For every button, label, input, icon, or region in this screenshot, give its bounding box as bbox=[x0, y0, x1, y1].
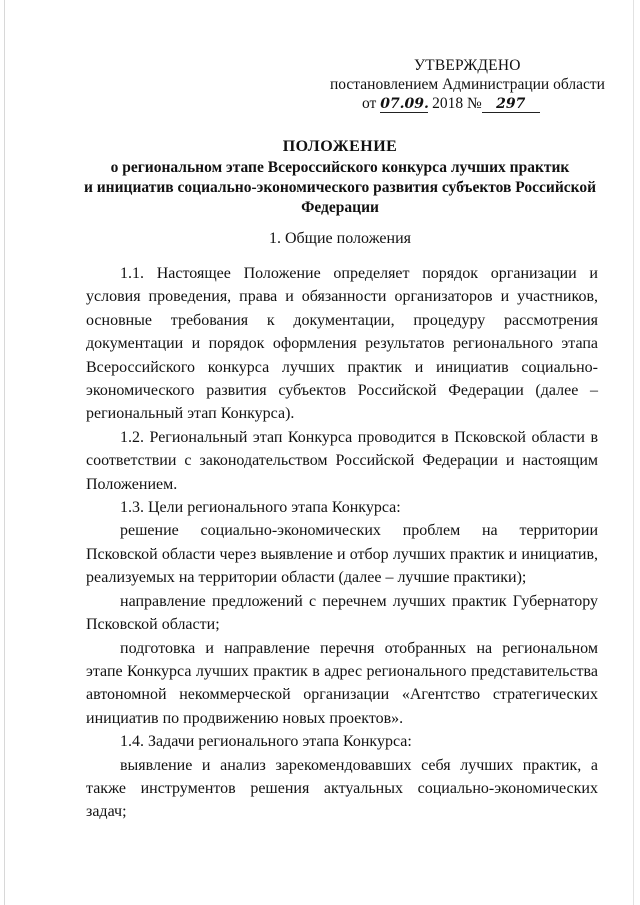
date-underline bbox=[380, 96, 428, 113]
number-sign: № bbox=[466, 95, 482, 112]
approval-year: 2018 bbox=[432, 95, 464, 112]
title-line-3: и инициатив социально-экономического развития субъектов Российской bbox=[83, 179, 597, 196]
approval-resolution: постановлением Администрации области bbox=[330, 76, 605, 93]
approval-block bbox=[300, 56, 605, 113]
approval-stamp: УТВЕРЖДЕНО bbox=[414, 57, 521, 74]
approval-date-line bbox=[300, 94, 605, 113]
paragraph-task-1: выявление и анализ зарекомендовавших себя лучших практик, а также инструментов решения актуальных социально-экономических задач; bbox=[86, 756, 598, 821]
paragraph-goal-1: решение социально-экономических проблем на территории Псковской области через выявление и отбор лучших практик и инициатив, реализуемых на территории области (далее – лучшие практики); bbox=[86, 522, 598, 587]
paragraph-1-1: 1.1. Настоящее Положение определяет порядок организации и условия проведения, права и обязанности организаторов и участников, основные требования к документации, процедуру рассмотрения документации и порядок оформления результатов регионального этапа Всероссийского конкурса лучших практик и инициатив социально-экономического развития субъектов Российской Федерации (далее – региональный этап Конкурса). bbox=[86, 265, 598, 423]
paragraph-goal-3: подготовка и направление перечня отобранных на региональном этапе Конкурса лучших практик в адрес регионального представительства автономной некоммерческой организации «Агентство стратегических инициатив по продвижению новых проектов». bbox=[86, 639, 598, 727]
approval-number: 297 bbox=[496, 96, 526, 112]
number-underline bbox=[482, 96, 540, 113]
title-line-2: о региональном этапе Всероссийского конкурса лучших практик bbox=[110, 159, 570, 176]
document-body bbox=[86, 262, 598, 824]
paragraph-goal-2: направление предложений с перечнем лучших практик Губернатору Псковской области; bbox=[86, 592, 598, 634]
paragraph-1-3: 1.3. Цели регионального этапа Конкурса: bbox=[120, 499, 401, 517]
approval-prefix: от bbox=[362, 95, 377, 112]
scan-edge-right bbox=[633, 0, 634, 905]
title-heading: ПОЛОЖЕНИЕ bbox=[282, 138, 398, 155]
document-title bbox=[60, 137, 620, 218]
paragraph-1-4: 1.4. Задачи регионального этапа Конкурса: bbox=[120, 733, 412, 751]
approval-date: 07.09. bbox=[380, 96, 429, 112]
scan-edge-left bbox=[4, 0, 5, 905]
title-line-4: Федерации bbox=[301, 199, 379, 216]
paragraph-1-2: 1.2. Региональный этап Конкурса проводится в Псковской области в соответствии с законодательством Российской Федерации и настоящим Положением. bbox=[86, 428, 598, 493]
section-heading: 1. Общие положения bbox=[268, 230, 412, 247]
